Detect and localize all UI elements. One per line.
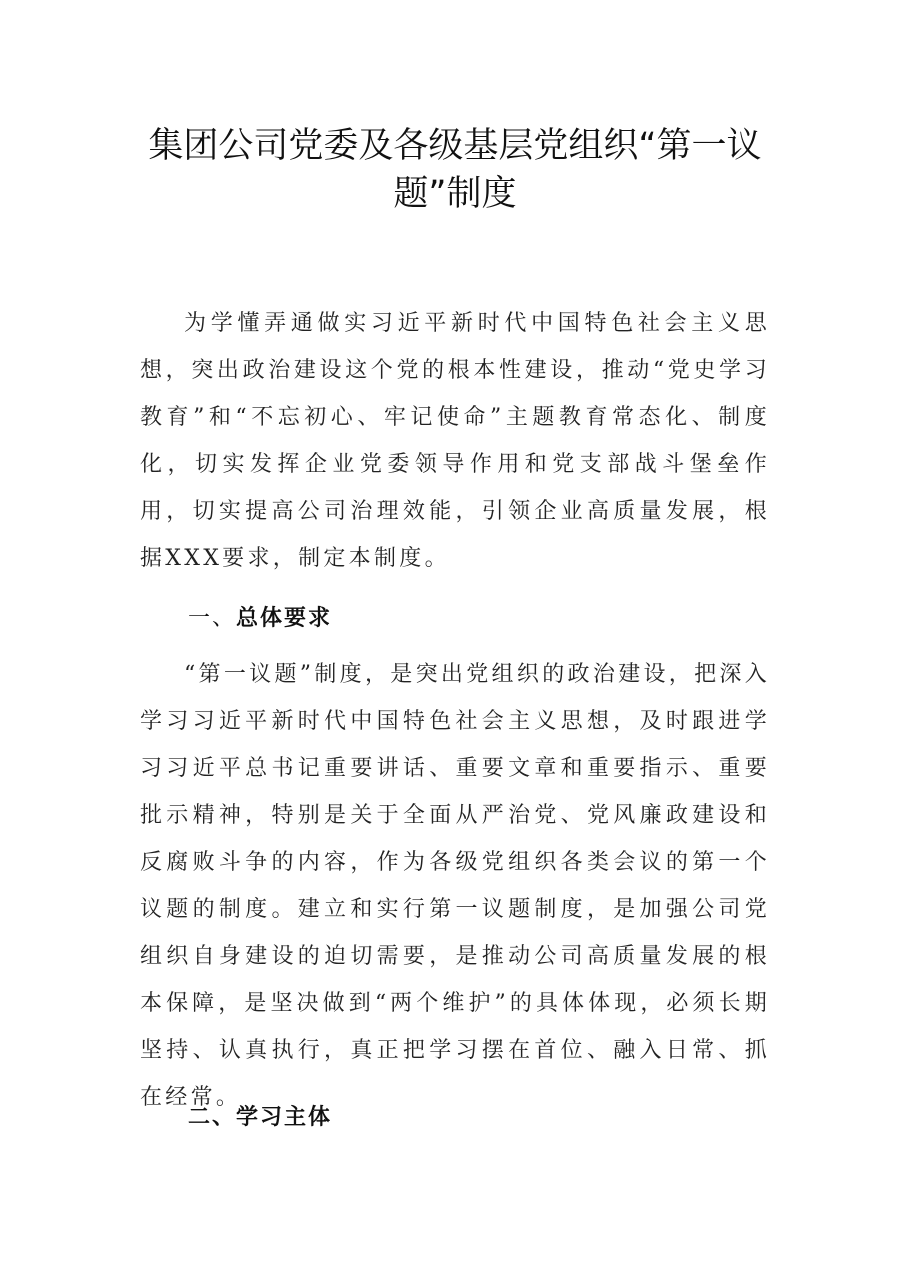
section-heading-1 xyxy=(188,595,332,642)
section-number-2: 二、 xyxy=(188,1105,237,1130)
section-title-1: 总体要求 xyxy=(236,606,333,631)
section-paragraph-1: “第一议题”制度，是突出党组织的政治建设，把深入学习习近平新时代中国特色社会主义思想，及时跟进学习习近平总书记重要讲话、重要文章和重要指示、重要批示精神，特别是关于全面从严治党、党风廉政建设和反腐败斗争的内容，作为各级党组织各类会议的第一个议题的制度。建立和实行第一议题制度，是加强公司党组织自身建设的迫切需要，是推动公司高质量发展的根本保障，是坚决做到“两个维护”的具体体现，必须长期坚持、认真执行，真正把学习摆在首位、融入日常、抓在经常。 xyxy=(140,662,770,1110)
intro-paragraph: 为学懂弄通做实习近平新时代中国特色社会主义思想，突出政治建设这个党的根本性建设，推动“党史学习教育”和“不忘初心、牢记使命”主题教育常态化、制度化，切实发挥企业党委领导作用和党支部战斗堡垒作用，切实提高公司治理效能，引领企业高质量发展，根据XXX要求，制定本制度。 xyxy=(140,311,770,571)
section-number-1: 一、 xyxy=(188,606,237,631)
section-title-2: 学习主体 xyxy=(236,1105,333,1130)
section-heading-2 xyxy=(188,1094,332,1141)
document-title: 集团公司党委及各级基层党组织“第一议题”制度 xyxy=(148,126,762,214)
